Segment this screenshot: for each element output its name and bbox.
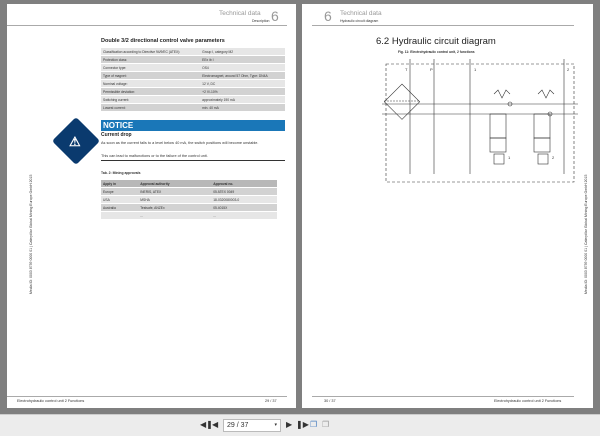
table-cell: Switching current: <box>101 96 200 104</box>
hydraulic-circuit-diagram <box>382 59 578 189</box>
table-cell: Electromagnet, around 57 Ohm, Type: DN4A <box>200 72 285 80</box>
section-title: 6.2 Hydraulic circuit diagram <box>376 36 496 47</box>
page-navigation-toolbar <box>0 414 600 436</box>
first-page-button[interactable]: ◀❚ <box>200 420 213 429</box>
footer-rule <box>312 396 574 397</box>
table-cell: Europe <box>101 188 138 196</box>
table-cell: Nominal voltage: <box>101 80 200 88</box>
table-cell: 18-0320080003-0 <box>211 196 277 204</box>
page-number-value: 29 / 37 <box>227 422 249 429</box>
table-cell: 05 ATEX 0049 <box>211 188 277 196</box>
port-p-label: P <box>430 67 433 72</box>
last-page-button[interactable]: ❚▶ <box>296 420 309 429</box>
valve-1-label: 1 <box>508 155 511 160</box>
figure-caption: Fig. 11: Electrohydraulic control unit, 2 functions <box>398 50 475 54</box>
header-title: Technical data <box>219 10 261 17</box>
port-t-label: T <box>405 67 408 72</box>
table-cell: USA <box>101 196 138 204</box>
table-row <box>101 80 285 88</box>
chevron-down-icon[interactable]: ▾ <box>274 422 277 428</box>
table-cell: Approval no. <box>211 180 277 188</box>
header-rule <box>7 25 287 26</box>
table-cell <box>101 212 138 220</box>
chapter-number: 6 <box>324 8 332 24</box>
table-row <box>101 96 285 104</box>
table-row <box>101 88 285 96</box>
page-number: 30 / 37 <box>324 399 336 403</box>
table-cell: +2 V/-10% <box>200 88 285 96</box>
header-subtitle: Description <box>252 19 270 23</box>
table-row <box>101 48 285 56</box>
table-cell: Type of magnet: <box>101 72 200 80</box>
table-cell: Group I, category M2 <box>200 48 285 56</box>
user-icon: ⚠ <box>69 134 81 149</box>
header-rule <box>312 25 574 26</box>
table-cell: 12 V, DC <box>200 80 285 88</box>
notice-text-2: This can lead to malfunctions or to the failure of the control unit. <box>101 154 285 161</box>
page-number: 29 / 37 <box>265 399 277 403</box>
table-cell: Permissible deviation: <box>101 88 200 96</box>
section-title: Double 3/2 directional control valve parameters <box>101 38 225 44</box>
parameters-table <box>101 48 285 112</box>
table-cell: Approval authority <box>138 180 211 188</box>
table-row <box>101 204 277 212</box>
table-row <box>101 64 285 72</box>
port-1-label: 1 <box>474 67 477 72</box>
table-cell: Lowest current: <box>101 104 200 112</box>
table-row <box>101 72 285 80</box>
table-cell: 05.4015X <box>211 204 277 212</box>
table-cell: MSHA <box>138 196 211 204</box>
table-caption: Tab. 2: Mining approvals <box>101 171 141 175</box>
right-page <box>302 4 593 408</box>
table-row <box>101 104 285 112</box>
table-cell: Classification according to Directive 94/9/EC (ATEX): <box>101 48 200 56</box>
table-cell: min. 40 mA <box>200 104 285 112</box>
table-row <box>101 212 277 220</box>
table-cell: Australia <box>101 204 138 212</box>
table-cell: INERIS, ATEX <box>138 188 211 196</box>
table-row <box>101 196 277 204</box>
notice-label: NOTICE <box>101 120 285 131</box>
table-cell: Protection class: <box>101 56 200 64</box>
chapter-number: 6 <box>271 8 279 24</box>
footer-rule <box>7 396 287 397</box>
table-cell: ... <box>211 212 277 220</box>
table-cell: EEx ib I <box>200 56 285 64</box>
side-text: Media ID: 0003 8759 0000 01 | Caterpillar Global Mining Europe GmbH 2015 <box>29 174 33 294</box>
previous-page-button[interactable]: ◀ <box>212 420 219 429</box>
notice-title: Current drop <box>101 132 132 138</box>
table-row <box>101 56 285 64</box>
header-subtitle: Hydraulic circuit diagram <box>340 19 379 23</box>
table-row <box>101 188 277 196</box>
valve-2-label: 2 <box>552 155 555 160</box>
side-text: Media ID: 0003 8759 0000 01 | Caterpillar Global Mining Europe GmbH 2015 <box>584 174 588 294</box>
table-cell: OS4 <box>200 64 285 72</box>
approvals-table <box>101 180 277 220</box>
footer-left: Electrohydraulic control unit 2 Functions <box>17 399 85 403</box>
table-cell: approximately 190 mA <box>200 96 285 104</box>
header-title: Technical data <box>340 10 382 17</box>
table-cell: Apply in <box>101 180 138 188</box>
notice-text: As soon as the current falls to a level below 40 mA, the switch positions will become unstable. <box>101 141 259 145</box>
left-page <box>7 4 296 408</box>
table-row <box>101 180 277 188</box>
two-page-view-icon[interactable]: ❐ <box>310 420 318 429</box>
page-number-input[interactable] <box>223 419 281 432</box>
table-cell: Testsafe, ANZEx <box>138 204 211 212</box>
footer-right: Electrohydraulic control unit 2 Functions <box>494 399 562 403</box>
port-2-label: 2 <box>567 67 570 72</box>
next-page-button[interactable]: ▶ <box>286 420 293 429</box>
table-cell: ... <box>138 212 211 220</box>
table-cell: Connector type: <box>101 64 200 72</box>
single-page-view-icon[interactable]: ❐ <box>322 420 330 429</box>
